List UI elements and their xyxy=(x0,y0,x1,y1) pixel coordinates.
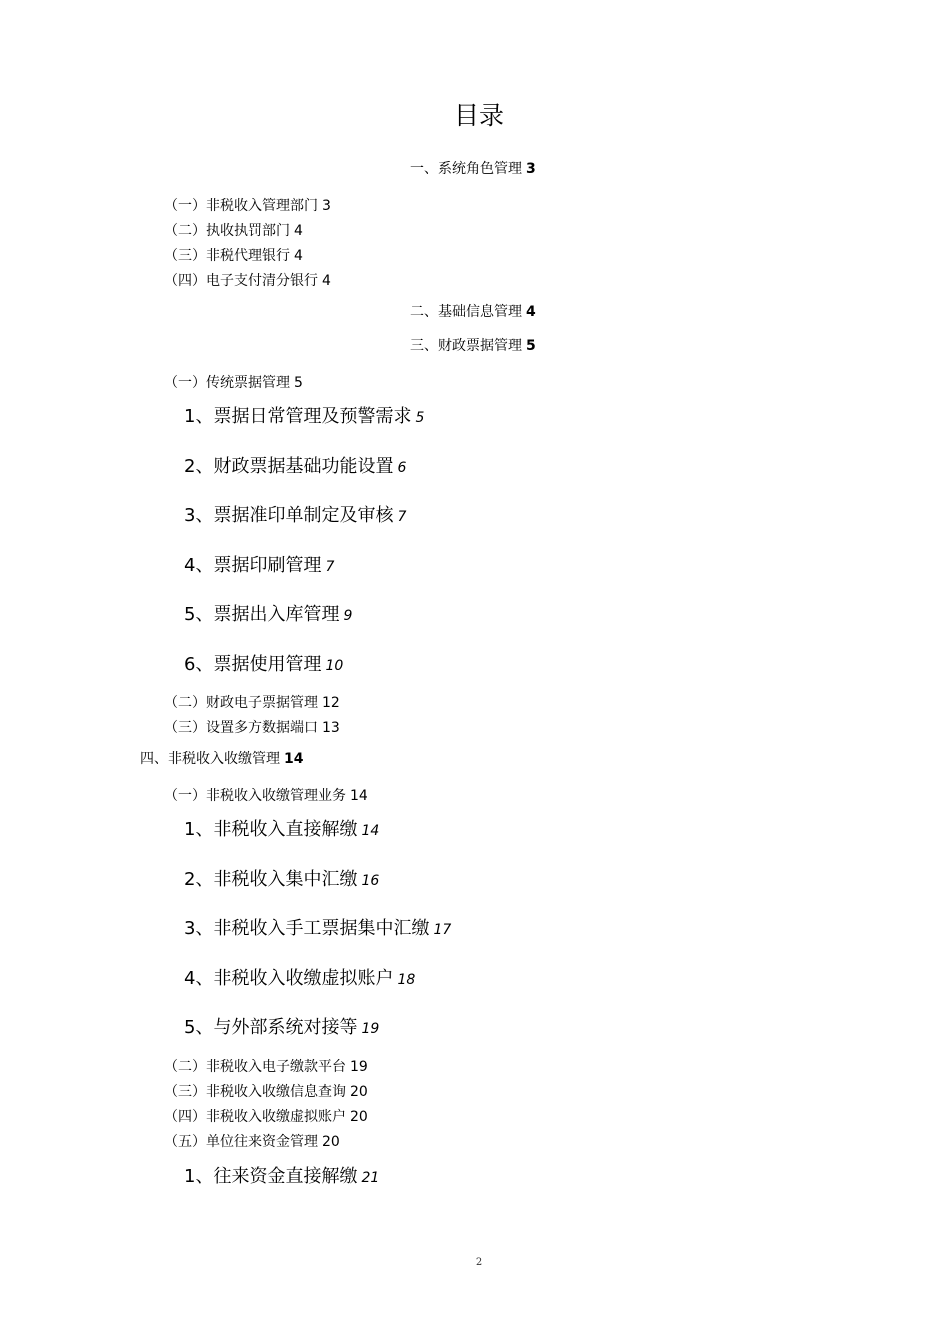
toc-entry-page: 4 xyxy=(526,304,536,320)
toc-entry[interactable] xyxy=(164,1132,340,1152)
toc-entry[interactable] xyxy=(184,503,406,530)
toc-entry-page: 4 xyxy=(294,223,303,239)
toc-entry[interactable] xyxy=(184,652,343,679)
toc-entry-page: 12 xyxy=(322,695,340,711)
toc-entry-page: 4 xyxy=(294,248,303,264)
toc-entry-text: 二、基础信息管理 xyxy=(410,304,522,320)
toc-entry[interactable] xyxy=(164,196,331,216)
toc-entry-page: 13 xyxy=(322,720,340,736)
toc-entry-text: （一）传统票据管理 xyxy=(164,375,290,391)
toc-entry-page: 20 xyxy=(350,1084,368,1100)
toc-entry[interactable] xyxy=(184,404,424,431)
toc-entry-text: （二）财政电子票据管理 xyxy=(164,695,318,711)
toc-entry[interactable] xyxy=(410,159,536,179)
toc-entry[interactable] xyxy=(184,867,379,894)
toc-entry-text: 一、系统角色管理 xyxy=(410,161,522,177)
toc-entry[interactable] xyxy=(184,916,451,943)
toc-entry-text: （四）非税收入收缴虚拟账户 xyxy=(164,1109,346,1125)
toc-title: 目录 xyxy=(453,101,504,130)
toc-entry-text: 5、与外部系统对接等 xyxy=(184,1017,358,1038)
toc-entry-page: 9 xyxy=(343,608,353,624)
toc-entry-text: 5、票据出入库管理 xyxy=(184,604,340,625)
toc-entry[interactable] xyxy=(164,373,303,393)
toc-entry-text: 3、票据准印单制定及审核 xyxy=(184,505,394,526)
toc-entry[interactable] xyxy=(184,1015,379,1042)
toc-entry-page: 20 xyxy=(322,1134,340,1150)
toc-entry-text: （四）电子支付清分银行 xyxy=(164,273,318,289)
toc-entry[interactable] xyxy=(164,693,340,713)
toc-entry-text: 3、非税收入手工票据集中汇缴 xyxy=(184,918,430,939)
toc-entry-text: 6、票据使用管理 xyxy=(184,654,322,675)
toc-entry-text: （二）非税收入电子缴款平台 xyxy=(164,1059,346,1075)
toc-entry-text: （一）非税收入管理部门 xyxy=(164,198,318,214)
toc-entry-page: 21 xyxy=(361,1170,380,1186)
toc-entry-text: 1、票据日常管理及预警需求 xyxy=(184,406,412,427)
toc-entry-text: 2、非税收入集中汇缴 xyxy=(184,869,358,890)
toc-entry-page: 19 xyxy=(350,1059,368,1075)
toc-entry-page: 14 xyxy=(350,788,368,804)
toc-entry[interactable] xyxy=(184,553,334,580)
toc-entry-text: 1、往来资金直接解缴 xyxy=(184,1166,358,1187)
toc-entry-text: 三、财政票据管理 xyxy=(410,338,522,354)
toc-entry[interactable] xyxy=(164,1057,368,1077)
toc-entry[interactable] xyxy=(164,1082,368,1102)
toc-entry-page: 5 xyxy=(526,338,536,354)
toc-entry-text: 1、非税收入直接解缴 xyxy=(184,819,358,840)
toc-entry-text: （二）执收执罚部门 xyxy=(164,223,290,239)
toc-entry-page: 20 xyxy=(350,1109,368,1125)
toc-entry[interactable] xyxy=(184,602,352,629)
toc-entry[interactable] xyxy=(164,786,368,806)
toc-entry-text: 四、非税收入收缴管理 xyxy=(140,751,280,767)
toc-entry[interactable] xyxy=(184,1164,379,1191)
toc-entry-text: 4、票据印刷管理 xyxy=(184,555,322,576)
toc-entry-text: （三）设置多方数据端口 xyxy=(164,720,318,736)
toc-entry-page: 3 xyxy=(526,161,536,177)
toc-entry[interactable] xyxy=(164,221,303,241)
toc-entry-page: 7 xyxy=(397,509,407,525)
toc-entry-page: 10 xyxy=(325,658,344,674)
toc-entry[interactable] xyxy=(140,749,303,769)
toc-entry-page: 16 xyxy=(361,873,380,889)
toc-entry-page: 7 xyxy=(325,559,335,575)
toc-entry-page: 14 xyxy=(284,751,304,767)
toc-entry-page: 5 xyxy=(415,410,425,426)
toc-entry-page: 5 xyxy=(294,375,303,391)
toc-entry[interactable] xyxy=(410,302,536,322)
toc-entry[interactable] xyxy=(410,336,536,356)
toc-entry[interactable] xyxy=(164,718,340,738)
toc-entry[interactable] xyxy=(164,271,331,291)
toc-entry[interactable] xyxy=(164,1107,368,1127)
toc-entry[interactable] xyxy=(164,246,303,266)
toc-entry-text: （五）单位往来资金管理 xyxy=(164,1134,318,1150)
toc-entry-text: 4、非税收入收缴虚拟账户 xyxy=(184,968,394,989)
toc-entry-page: 17 xyxy=(433,922,452,938)
toc-entry-page: 18 xyxy=(397,972,416,988)
toc-entry[interactable] xyxy=(184,454,406,481)
toc-entry-text: 2、财政票据基础功能设置 xyxy=(184,456,394,477)
toc-entry[interactable] xyxy=(184,966,415,993)
toc-entry[interactable] xyxy=(184,817,379,844)
toc-entry-page: 6 xyxy=(397,460,407,476)
toc-entry-text: （三）非税收入收缴信息查询 xyxy=(164,1084,346,1100)
toc-entry-text: （一）非税收入收缴管理业务 xyxy=(164,788,346,804)
toc-entry-page: 4 xyxy=(322,273,331,289)
toc-entry-page: 14 xyxy=(361,823,380,839)
toc-entry-text: （三）非税代理银行 xyxy=(164,248,290,264)
page-number: 2 xyxy=(475,1257,483,1268)
toc-entry-page: 3 xyxy=(322,198,331,214)
toc-entry-page: 19 xyxy=(361,1021,380,1037)
